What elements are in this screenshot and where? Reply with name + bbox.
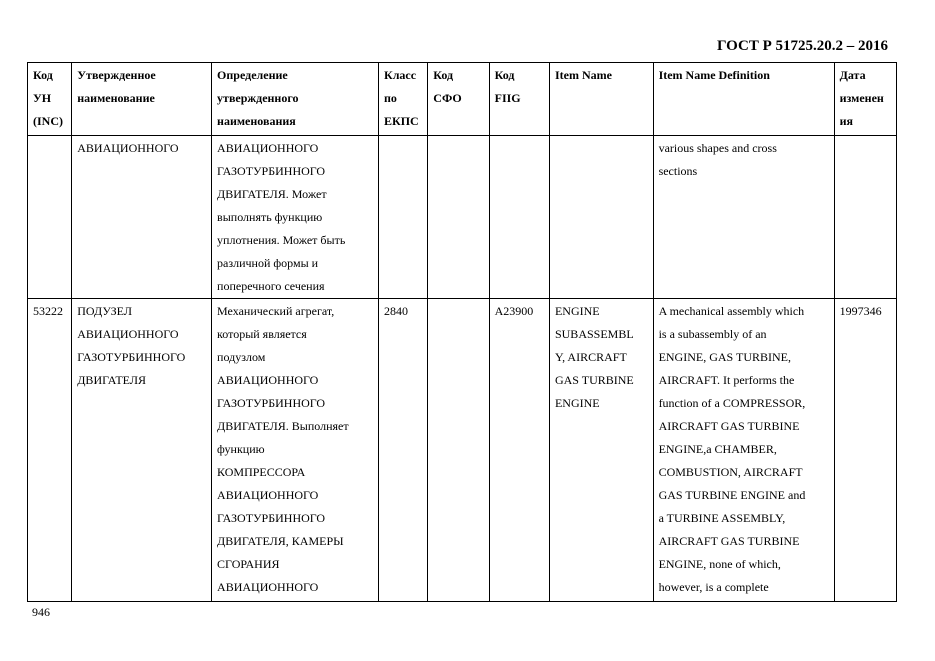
header-name-definition: Определение утвержденного наименования [212,63,379,136]
header-inc-code: Код УН (INC) [28,63,72,136]
table-header-row [28,63,897,136]
cell-text-line: A23900 [494,304,534,318]
cell-text-line: поперечного сечения [217,279,325,293]
header-sfo-code: Код СФО [428,63,489,136]
cell-text-line: подузлом [217,350,266,364]
cell-text-line: ENGINE,a CHAMBER, [658,442,777,456]
cell-text-line: AIRCRAFT GAS TURBINE [658,419,800,433]
cell-text-line: sections [658,164,698,178]
cell-text-line: ПОДУЗЕЛ [77,304,132,318]
cell-text-line: GAS TURBINE ENGINE and [658,488,806,502]
cell-text-line: уплотнения. Может быть [217,233,346,247]
cell-text-line: Y, AIRCRAFT [554,350,627,364]
cell-ekps-class [379,299,428,602]
cell-text-line: ENGINE [554,396,600,410]
cell-text-line: АВИАЦИОННОГО [77,327,179,341]
cell-change-date [834,299,896,602]
table-row [28,136,897,299]
cell-text-line: АВИАЦИОННОГО [77,141,179,155]
cell-text-line: A mechanical assembly which [658,304,805,318]
cell-text-line: ENGINE [554,304,600,318]
cell-text-line: 2840 [384,304,408,318]
cell-text-line: AIRCRAFT. It performs the [658,373,795,387]
document-title: ГОСТ Р 51725.20.2 – 2016 [716,38,888,54]
cell-item-name [549,136,653,299]
cell-text-line: a TURBINE ASSEMBLY, [658,511,786,525]
cell-text-line: АВИАЦИОННОГО [217,141,319,155]
header-item-name: Item Name [549,63,653,136]
cell-sfo-code [428,299,489,602]
cell-text-line: который является [217,327,307,341]
cell-ekps-class [379,136,428,299]
cell-item-name-definition [653,299,834,602]
cell-text-line: функцию [217,442,265,456]
cell-inc-code [28,136,72,299]
cell-sfo-code [428,136,489,299]
table-row [28,299,897,602]
cell-item-name-definition [653,136,834,299]
cell-change-date [834,136,896,299]
cell-text-line: выполнять функцию [217,210,323,224]
cell-text-line: АВИАЦИОННОГО [217,373,319,387]
cell-text-line: ДВИГАТЕЛЯ [77,373,146,387]
cell-text-line: КОМПРЕССОРА [217,465,306,479]
cell-name-definition [212,299,379,602]
cell-text-line: ENGINE, none of which, [658,557,781,571]
cell-approved-name [72,299,212,602]
cell-text-line: function of a COMPRESSOR, [658,396,806,410]
cell-text-line: various shapes and cross [658,141,777,155]
cell-text-line: SUBASSEMBL [554,327,634,341]
page-number: 946 [32,605,50,619]
cell-text-line: СГОРАНИЯ [217,557,280,571]
cell-text-line: ГАЗОТУРБИННОГО [217,164,326,178]
cell-text-line: ДВИГАТЕЛЯ. Может [217,187,327,201]
cell-text-line: 53222 [33,304,63,318]
cell-text-line: ENGINE, GAS TURBINE, [658,350,792,364]
header-fiig-code: Код FIIG [489,63,549,136]
cell-approved-name [72,136,212,299]
cell-text-line: ГАЗОТУРБИННОГО [217,511,326,525]
cell-text-line: is a subassembly of an [658,327,767,341]
header-item-name-definition: Item Name Definition [653,63,834,136]
cell-text-line: 1997346 [839,304,882,318]
cell-name-definition [212,136,379,299]
cell-text-line: however, is a complete [658,580,769,594]
cell-text-line: АВИАЦИОННОГО [217,488,319,502]
cell-fiig-code [489,299,549,602]
cell-text-line: АВИАЦИОННОГО [217,580,319,594]
cell-text-line: ГАЗОТУРБИННОГО [77,350,186,364]
cell-text-line: COMBUSTION, AIRCRAFT [658,465,803,479]
cell-text-line: GAS TURBINE [554,373,634,387]
header-ekps-class: Класс по ЕКПС [379,63,428,136]
cell-text-line: AIRCRAFT GAS TURBINE [658,534,800,548]
cell-text-line: ДВИГАТЕЛЯ, КАМЕРЫ [217,534,344,548]
cell-inc-code [28,299,72,602]
header-change-date: Дата изменен ия [834,63,896,136]
cell-text-line: различной формы и [217,256,319,270]
cell-item-name [549,299,653,602]
cell-text-line: ГАЗОТУРБИННОГО [217,396,326,410]
cell-text-line: Механический агрегат, [217,304,335,318]
cell-text-line: ДВИГАТЕЛЯ. Выполняет [217,419,349,433]
header-approved-name: Утвержденное наименование [72,63,212,136]
classification-table [27,62,897,602]
cell-fiig-code [489,136,549,299]
